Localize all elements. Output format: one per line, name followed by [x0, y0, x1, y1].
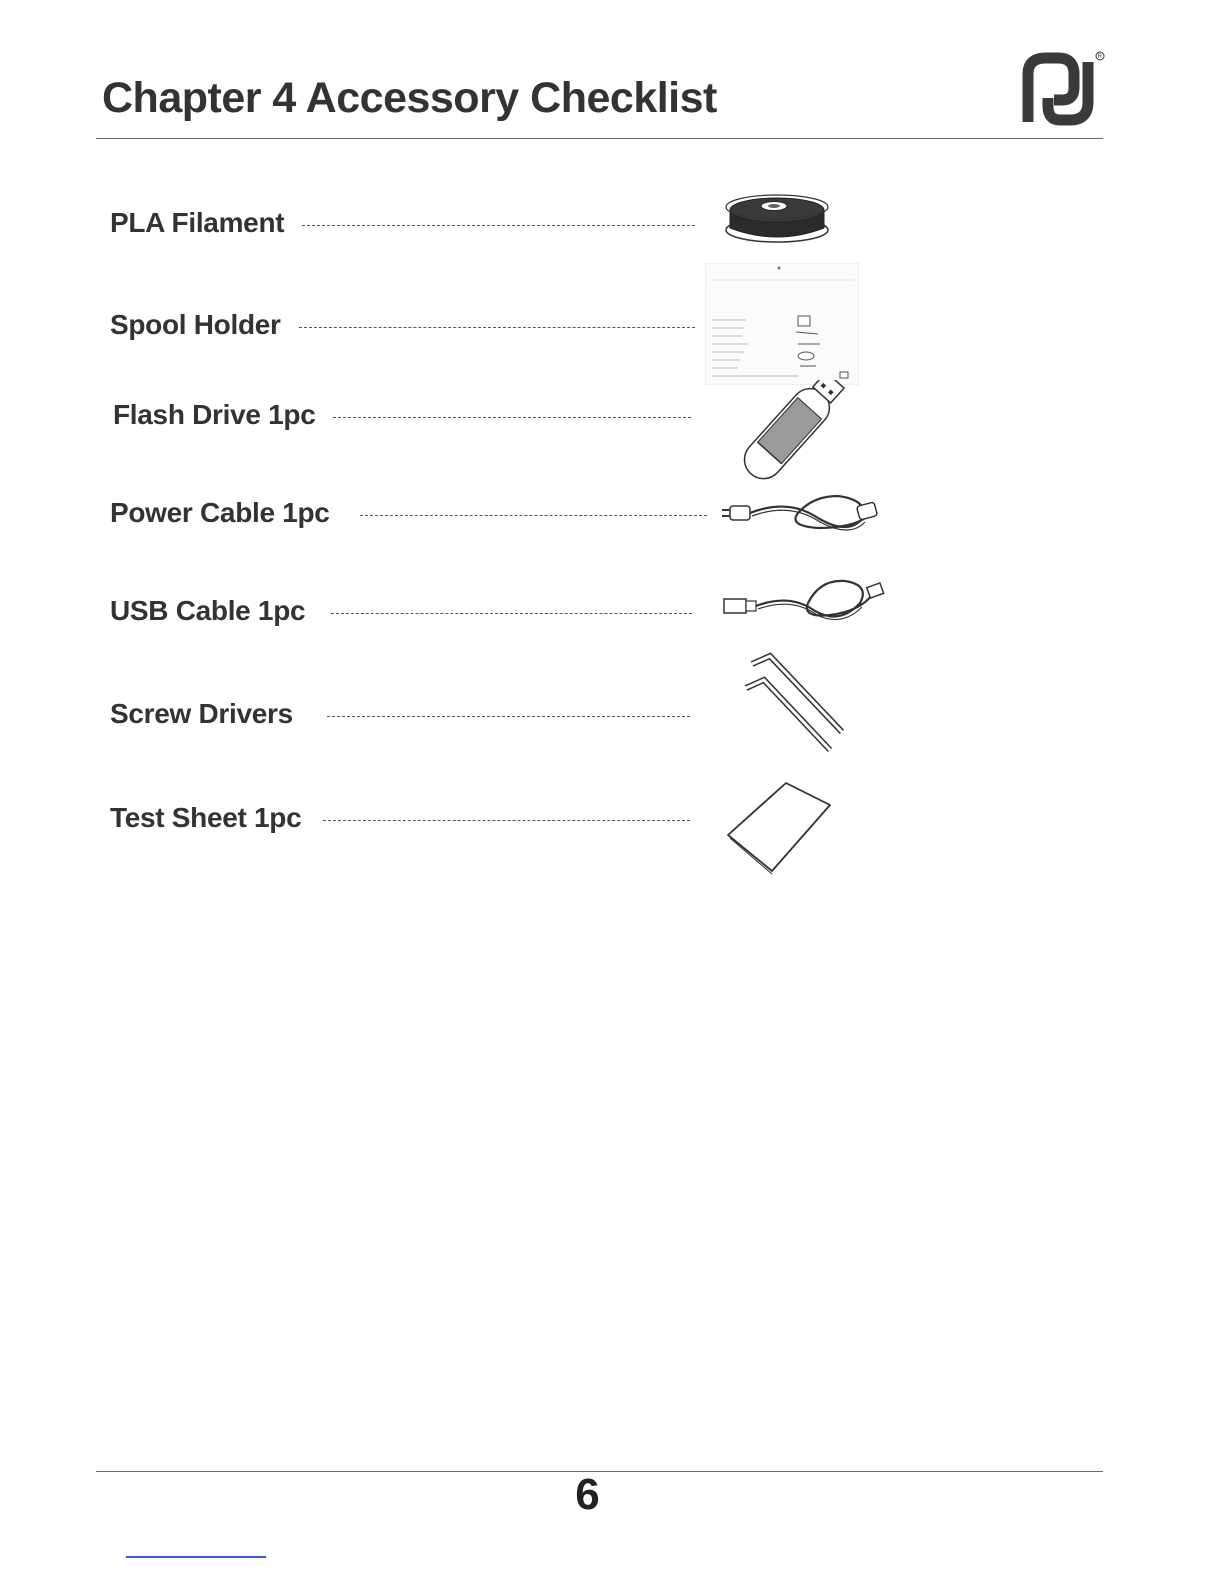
- item-label: Power Cable 1pc: [110, 497, 330, 528]
- dotted-leader: [331, 613, 692, 614]
- dotted-leader: [333, 417, 691, 418]
- page-title: Chapter 4 Accessory Checklist: [102, 74, 717, 122]
- usb-cable-icon: [720, 573, 885, 628]
- item-label: Flash Drive 1pc: [113, 399, 316, 430]
- list-item-screw-drivers: [110, 694, 690, 734]
- svg-text:R: R: [1097, 54, 1102, 60]
- dotted-leader: [302, 225, 695, 226]
- dotted-leader: [327, 716, 690, 717]
- item-label: Spool Holder: [110, 309, 281, 340]
- item-label: Screw Drivers: [110, 698, 293, 729]
- filament-spool-icon: [722, 190, 832, 250]
- list-item-test-sheet: [110, 798, 690, 838]
- header-rule: [96, 138, 1103, 139]
- spool-holder-sheet-icon: [705, 263, 859, 385]
- test-sheet-icon: [720, 775, 835, 880]
- flash-drive-icon: [722, 380, 857, 480]
- item-label: Test Sheet 1pc: [110, 802, 302, 833]
- list-item-power-cable: [110, 493, 707, 533]
- dotted-leader: [323, 820, 690, 821]
- bottom-mark: [126, 1556, 266, 1558]
- list-item-spool-holder: [110, 305, 695, 345]
- item-label: USB Cable 1pc: [110, 595, 306, 626]
- hex-key-icon: [740, 650, 855, 760]
- list-item-usb-cable: [110, 591, 692, 631]
- page-number: 6: [575, 1470, 600, 1519]
- dotted-leader: [360, 515, 707, 516]
- list-item-flash-drive: [113, 395, 691, 435]
- power-cable-icon: [718, 488, 883, 538]
- list-item-pla-filament: [110, 203, 695, 243]
- item-label: PLA Filament: [110, 207, 285, 238]
- brand-logo-icon: [1020, 48, 1110, 128]
- dotted-leader: [299, 327, 695, 328]
